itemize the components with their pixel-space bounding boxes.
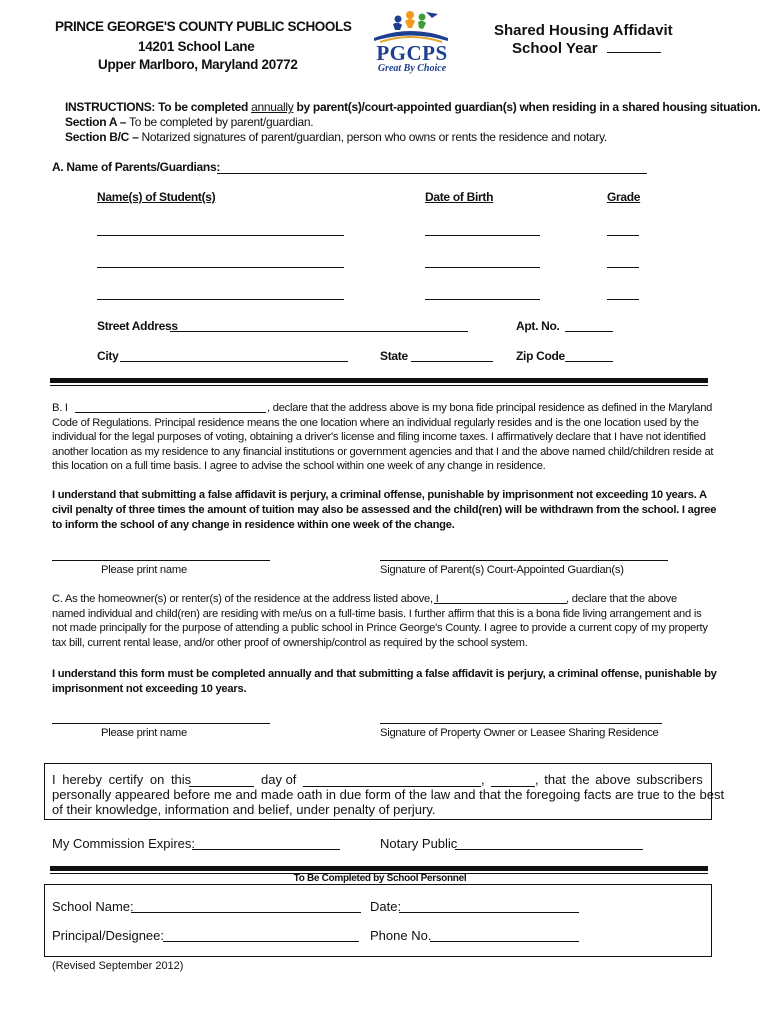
zip-code-label: Zip Code: [516, 349, 565, 363]
section-c-name-field[interactable]: [434, 603, 567, 604]
section-c-print-name-field[interactable]: [52, 723, 270, 724]
section-b-line-3: individual for the legal purposes of voting, obtaining a driver's license and filing income taxes. I affirmatively declare that I have not identified: [52, 431, 706, 444]
city-label: City: [97, 349, 119, 363]
school-name-label: School Name:: [52, 899, 134, 914]
apt-no-field[interactable]: [565, 331, 613, 332]
school-year-field[interactable]: [607, 52, 661, 53]
district-name: PRINCE GEORGE'S COUNTY PUBLIC SCHOOLS: [55, 19, 352, 34]
section-b-print-name-label: Please print name: [101, 564, 187, 576]
section-a-instruction-text: To be completed by parent/guardian.: [126, 115, 314, 129]
phone-field[interactable]: [430, 941, 579, 942]
section-a-instruction: [65, 115, 313, 129]
student-name-field-1[interactable]: [97, 235, 344, 236]
revised-date: (Revised September 2012): [52, 960, 184, 972]
date-field[interactable]: [399, 912, 579, 913]
instructions-lead: INSTRUCTIONS: To be completed: [65, 100, 252, 114]
section-b-print-name-field[interactable]: [52, 560, 270, 561]
parents-guardians-field[interactable]: [217, 173, 647, 174]
school-name-field[interactable]: [131, 912, 361, 913]
section-c-line-4: tax bill, current rental lease, and/or other proof of ownership/control as required by the school system.: [52, 636, 528, 649]
school-personnel-box: [44, 884, 712, 957]
student-grade-field-3[interactable]: [607, 299, 639, 300]
section-c-line-3: not made principally for the purpose of attending a public school in Prince George's County. I agree to provide a current copy of my property: [52, 622, 708, 635]
section-c-warning-2: imprisonment not exceeding 10 years.: [52, 683, 247, 695]
section-b-warning-3: to inform the school of any change in residence within one week of the change.: [52, 519, 455, 531]
apt-no-label: Apt. No.: [516, 319, 560, 333]
logo-figures-icon: [364, 8, 458, 44]
principal-field[interactable]: [163, 941, 359, 942]
notary-certify-b: day of: [261, 772, 297, 787]
commission-expires-field[interactable]: [192, 849, 340, 850]
section-bc-instruction-label: Section B/C –: [65, 130, 139, 144]
section-c-intro: C. As the homeowner(s) or renter(s) of the residence at the address listed above, I: [52, 593, 439, 605]
principal-label: Principal/Designee:: [52, 928, 165, 943]
section-b-signature-field[interactable]: [380, 560, 668, 561]
section-b-intro: [52, 401, 68, 416]
student-dob-field-1[interactable]: [425, 235, 540, 236]
section-b-warning-1: I understand that submitting a false affidavit is perjury, a criminal offense, punishable by imprisonment not exceeding 10 years. A: [52, 489, 707, 501]
col-dob-header: Date of Birth: [425, 190, 494, 204]
instructions-line: [65, 100, 760, 114]
section-b-signature-label: Signature of Parent(s) Court-Appointed Guardian(s): [380, 564, 624, 576]
address-line-2: Upper Marlboro, Maryland 20772: [98, 57, 298, 72]
pgcps-logo: [364, 8, 458, 76]
logo-tagline: Great By Choice: [377, 63, 447, 74]
section-b-line-1-end: , declare that the address above is my bona fide principal residence as defined in the Maryland: [267, 402, 713, 414]
instructions-rest: by parent(s)/court-appointed guardian(s) when residing in a shared housing situation.: [293, 100, 761, 114]
section-b-warning-2: civil penalty of three times the amount of tuition may also be assessed and the child(ren) will be withdrawn from the school. I agree: [52, 504, 717, 516]
notary-certify-a: I hereby certify on this: [52, 772, 192, 787]
section-b-line-4: another location as my residence to any financial institutions or government agencies and that I and the above named child/children reside at: [52, 445, 714, 458]
notary-line-2: personally appeared before me and made oath in due form of the law and that the foregoing facts are true to the best: [52, 787, 725, 802]
street-address-field[interactable]: [170, 331, 468, 332]
student-name-field-3[interactable]: [97, 299, 344, 300]
school-year-label: School Year: [512, 40, 598, 57]
section-c-print-name-label: Please print name: [101, 727, 187, 739]
student-grade-field-1[interactable]: [607, 235, 639, 236]
section-b-line-2: Code of Regulations. Principal residence means the one location where an individual regularly resides and is the one location used by the: [52, 416, 699, 429]
state-label: State: [380, 349, 408, 363]
form-title: Shared Housing Affidavit: [494, 22, 673, 39]
address-line-1: 14201 School Lane: [138, 39, 255, 54]
section-b-prefix: B. I: [52, 402, 68, 414]
section-bc-instruction: [65, 130, 607, 144]
section-c-signature-field[interactable]: [380, 723, 662, 724]
section-b-name-field[interactable]: [75, 412, 266, 413]
section-c-line-2: named individual and child(ren) are residing with me/us on a full-time basis. I further affirm that this is a bona fide living arrangement and is: [52, 607, 702, 620]
state-field[interactable]: [411, 361, 493, 362]
phone-label: Phone No.: [370, 928, 432, 943]
col-students-header: Name(s) of Student(s): [97, 190, 216, 204]
section-c-signature-label: Signature of Property Owner or Leasee Sharing Residence: [380, 727, 659, 739]
city-field[interactable]: [120, 361, 348, 362]
logo-text: PGCPS: [376, 41, 448, 65]
instructions-annually: annually: [251, 100, 294, 114]
notary-public-label: Notary Public: [380, 836, 458, 851]
section-b-line-5: this location on a full time basis. I agree to advise the school within one week of any change in residence.: [52, 460, 546, 473]
section-divider-ab: [50, 378, 708, 383]
notary-certify-c: ,: [481, 772, 485, 787]
street-address-label: Street Address: [97, 319, 178, 333]
parents-guardians-label: A. Name of Parents/Guardians:: [52, 160, 221, 174]
section-divider-ab-thin: [50, 385, 708, 386]
section-c-warning-1: I understand this form must be completed annually and that submitting a false affidavit is perjury, a criminal offense, punishable by: [52, 668, 717, 680]
notary-line-3: of their knowledge, information and belief, under penalty of perjury.: [52, 802, 436, 817]
notary-certify-d: , that the above subscribers: [535, 772, 703, 787]
school-personnel-heading: To Be Completed by School Personnel: [293, 873, 467, 884]
notary-public-field[interactable]: [455, 849, 643, 850]
section-divider-school: [50, 866, 708, 871]
student-grade-field-2[interactable]: [607, 267, 639, 268]
section-a-instruction-label: Section A –: [65, 115, 127, 129]
commission-expires-label: My Commission Expires:: [52, 836, 196, 851]
date-label: Date:: [370, 899, 402, 914]
student-name-field-2[interactable]: [97, 267, 344, 268]
col-grade-header: Grade: [607, 190, 641, 204]
student-dob-field-2[interactable]: [425, 267, 540, 268]
student-dob-field-3[interactable]: [425, 299, 540, 300]
section-bc-instruction-text: Notarized signatures of parent/guardian, person who owns or rents the residence and notary.: [138, 130, 607, 144]
zip-code-field[interactable]: [565, 361, 613, 362]
section-c-line-1-end: , declare that the above: [566, 593, 677, 605]
